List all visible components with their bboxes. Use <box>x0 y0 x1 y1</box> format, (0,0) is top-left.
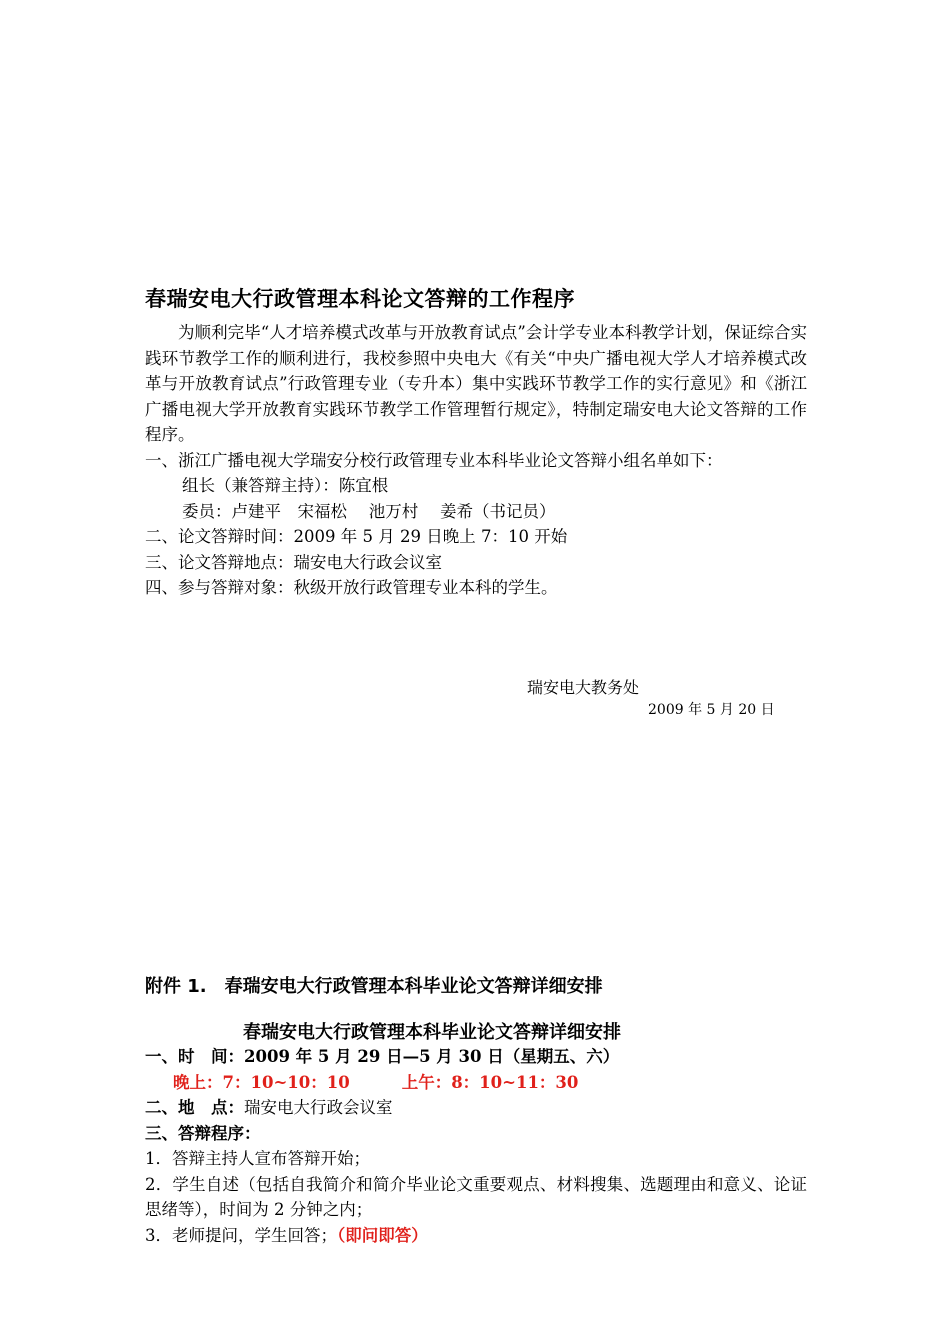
session-evening: 晚上：7：10~10：10 <box>173 1072 350 1092</box>
committee-leader: 组长（兼答辩主持）：陈宜根 <box>182 476 389 495</box>
step-3-note: （即问即答） <box>337 1225 428 1245</box>
signature-date: 2009 年 5 月 20 日 <box>648 702 775 718</box>
procedure-step-2: 2．学生自述（包括自我简介和简介毕业论文重要观点、材料搜集、选题理由和意义、论证思绪等），时间为 2 分钟之内； <box>145 1174 807 1219</box>
committee-members: 委员：卢建平 宋福松 池万村 姜希（书记员） <box>182 501 556 521</box>
procedure-step-1: 1．答辩主持人宣布答辩开始； <box>145 1149 370 1168</box>
place-value: 瑞安电大行政会议室 <box>244 1098 393 1117</box>
step-3-text: 3．老师提问，学生回答； <box>145 1225 337 1245</box>
document-title: 春瑞安电大行政管理本科论文答辩的工作程序 <box>145 287 575 311</box>
item-committee: 一、浙江广播电视大学瑞安分校行政管理专业本科毕业论文答辩小组名单如下： <box>145 450 723 470</box>
attachment-heading: 附件 1. 春瑞安电大行政管理本科毕业论文答辩详细安排 <box>145 976 603 997</box>
procedure-label: 三、答辩程序： <box>145 1123 261 1143</box>
schedule-place <box>145 1095 807 1121</box>
schedule-time: 一、时 间：2009 年 5 月 29 日—5 月 30 日（星期五、六） <box>145 1047 620 1066</box>
schedule-body <box>145 1044 807 1248</box>
session-morning: 上午：8：10~11：30 <box>401 1072 579 1092</box>
place-label: 二、地 点： <box>145 1098 244 1117</box>
intro-paragraph: 为顺利完毕“人才培养模式改革与开放教育试点”会计学专业本科教学计划，保证综合实践环节教学工作的顺利进行，我校参照中央电大《有关“中央广播电视大学人才培养模式改革与开放教育试点”行政管理专业（专升本）集中实践环节教学工作的实行意见》和《浙江广播电视大学开放教育实践环节教学工作管理暂行规定》，特制定瑞安电大论文答辩的工作程序。 <box>145 323 807 444</box>
item-participants: 四、参与答辩对象：秋级开放行政管理专业本科的学生。 <box>145 578 558 597</box>
item-place: 三、论文答辩地点：瑞安电大行政会议室 <box>145 552 442 572</box>
signature: 瑞安电大教务处 <box>527 678 640 697</box>
procedure-step-3 <box>145 1223 807 1249</box>
schedule-title: 春瑞安电大行政管理本科毕业论文答辩详细安排 <box>243 1022 621 1043</box>
item-time: 二、论文答辩时间：2009 年 5 月 29 日晚上 7：10 开始 <box>145 527 568 546</box>
document-body <box>145 320 807 601</box>
schedule-sessions <box>145 1070 807 1096</box>
